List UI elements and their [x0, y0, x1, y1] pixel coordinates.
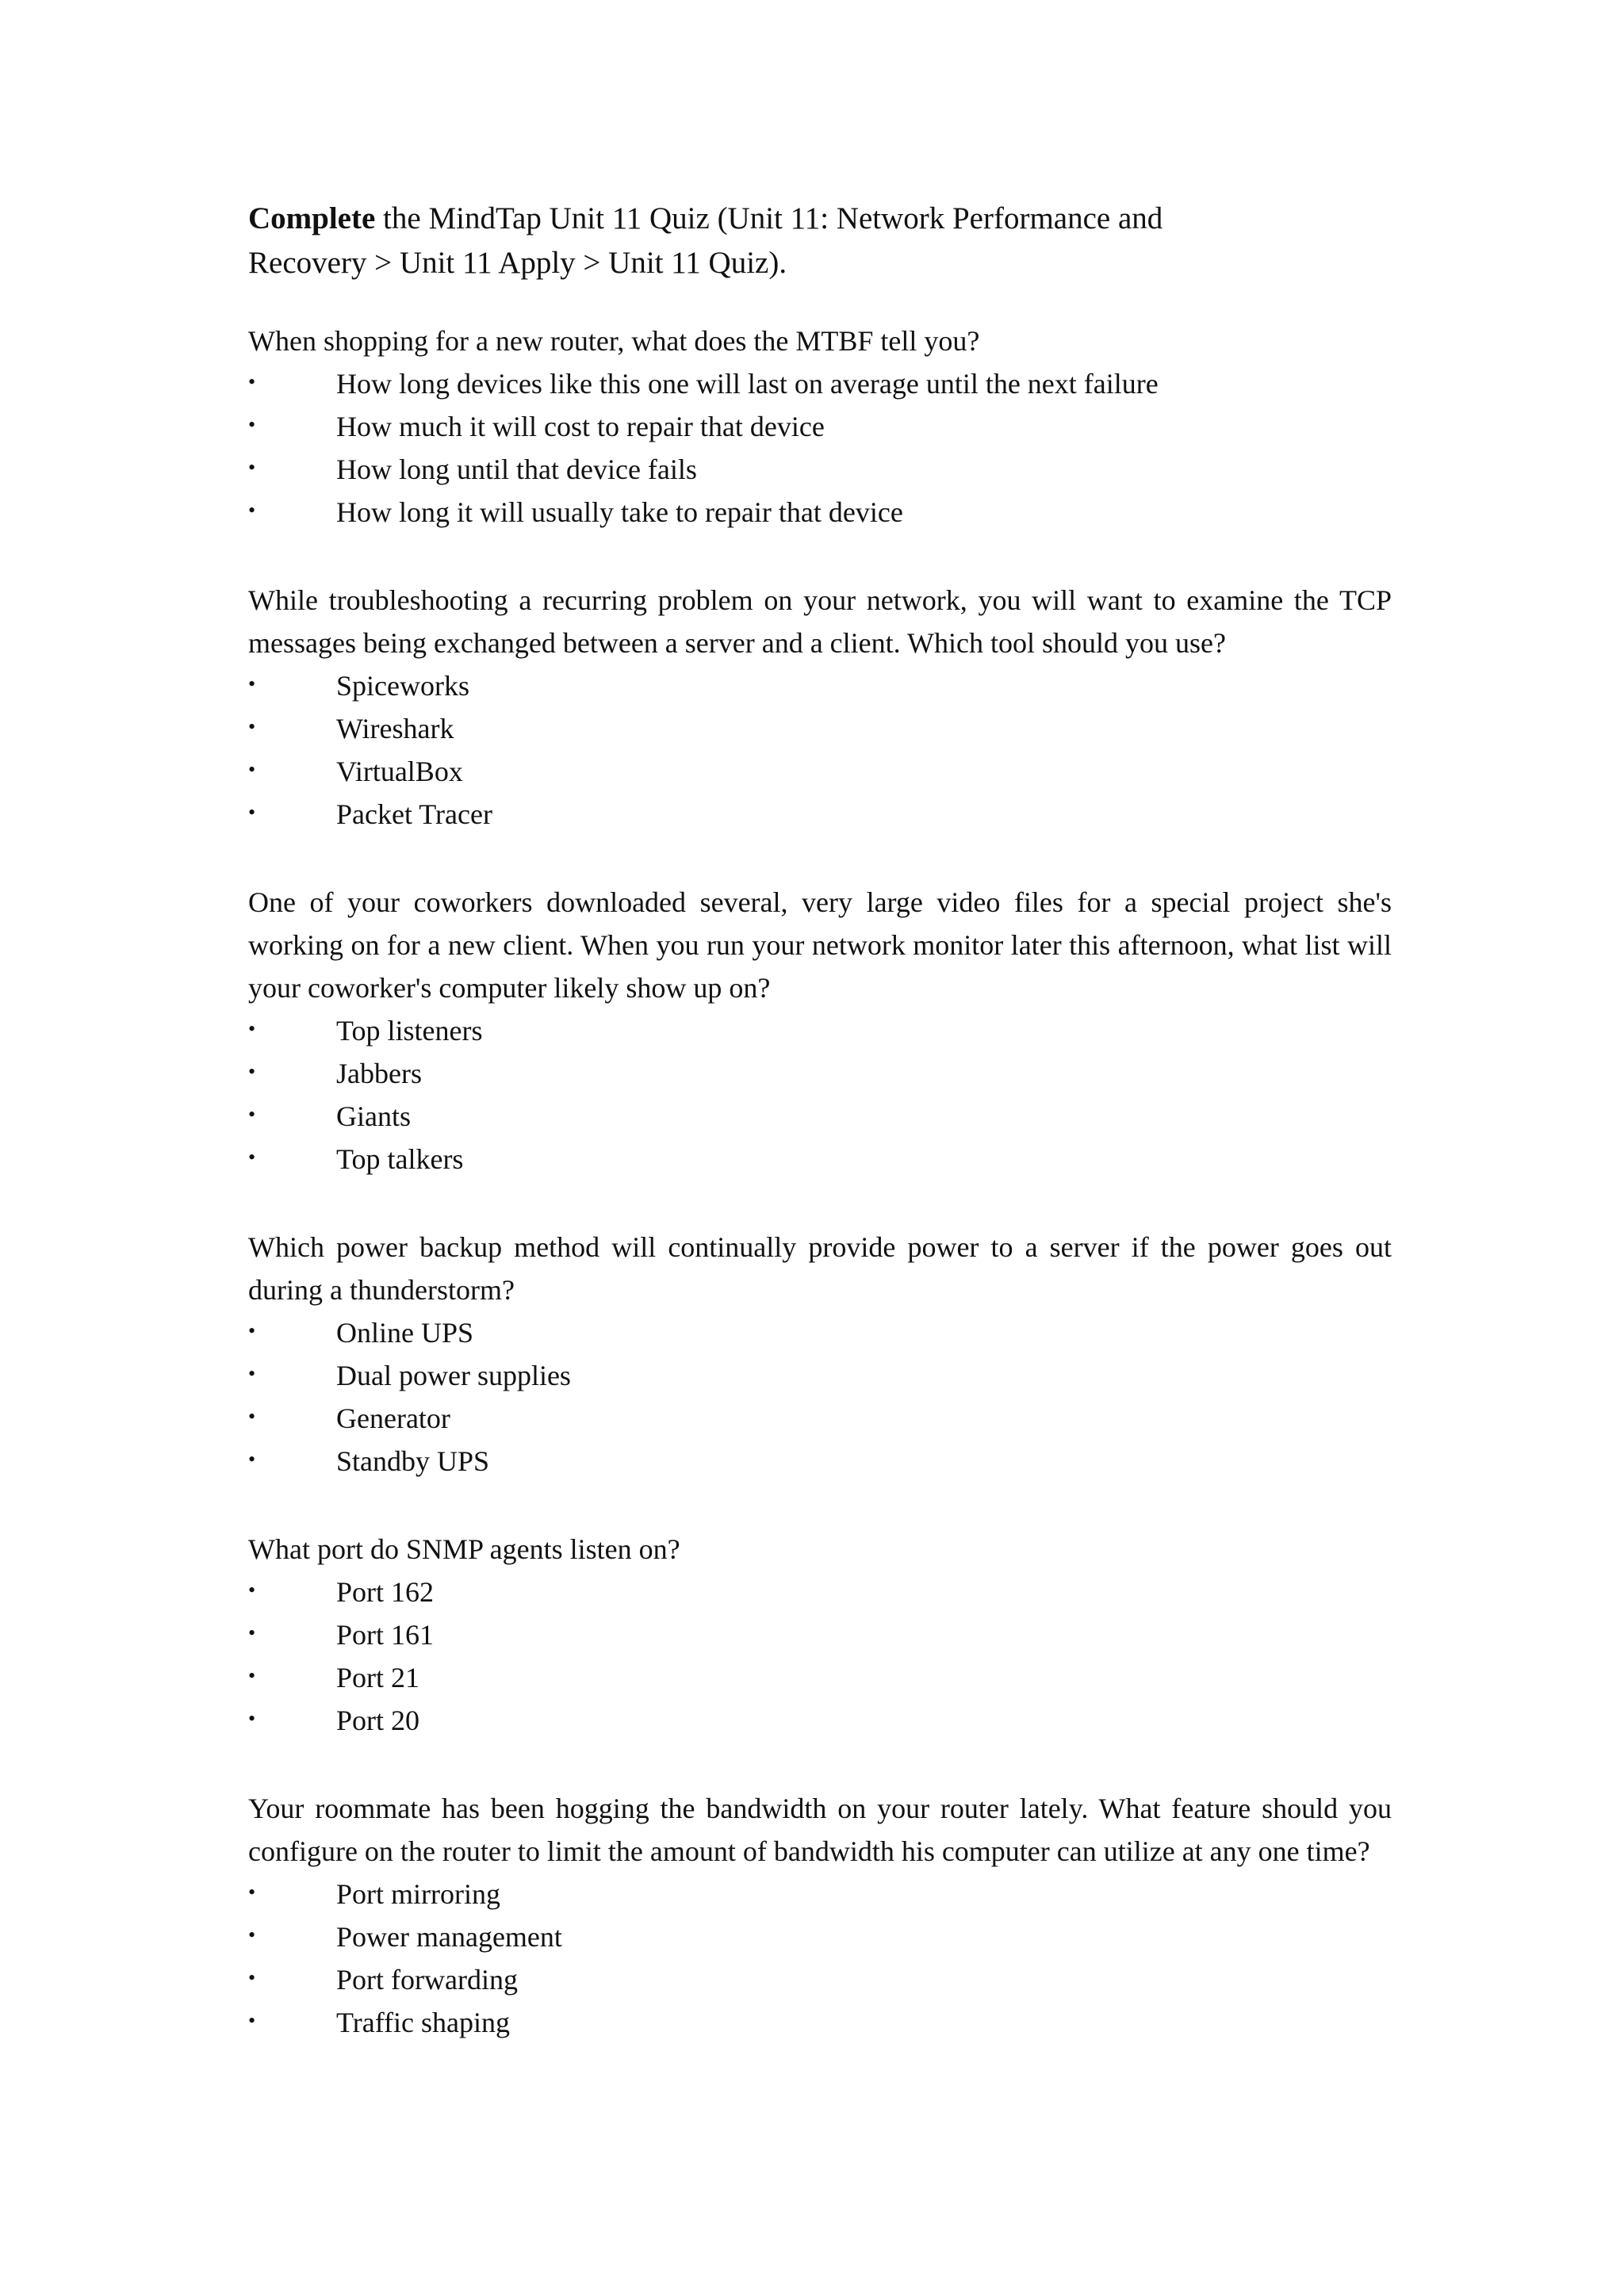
answer-option: [248, 1138, 1392, 1181]
bullet-icon: •: [248, 1103, 256, 1126]
answer-options: [248, 664, 1392, 836]
answer-option-label: Port 20: [336, 1705, 420, 1736]
bullet-icon: •: [248, 1017, 256, 1040]
question-text: Your roommate has been hogging the bandwidth on your router lately. What feature should you configure on the router to limit the amount of bandwidth his computer can utilize at any one time?: [248, 1793, 1392, 1867]
question-text: What port do SNMP agents listen on?: [248, 1533, 680, 1565]
answer-option: [248, 1440, 1392, 1483]
answer-options: [248, 1009, 1392, 1181]
answer-option-label: Port 162: [336, 1576, 435, 1608]
answer-option: [248, 448, 1392, 491]
answer-option: [248, 1052, 1392, 1095]
question-4: [248, 1226, 1392, 1483]
bullet-icon: •: [248, 1405, 256, 1428]
answer-option-label: How long it will usually take to repair that device: [336, 496, 903, 528]
answer-option: [248, 1873, 1392, 1915]
answer-options: [248, 362, 1392, 534]
answer-option-label: Port mirroring: [336, 1878, 500, 1910]
question-text: Which power backup method will continually provide power to a server if the power goes out during a thunderstorm?: [248, 1231, 1392, 1306]
answer-options: [248, 1571, 1392, 1742]
bullet-icon: •: [248, 1621, 256, 1644]
heading-bold-word: Complete: [248, 201, 376, 235]
answer-option-label: How long devices like this one will last on average until the next failure: [336, 368, 1159, 400]
answer-option-label: Traffic shaping: [336, 2007, 510, 2038]
bullet-icon: •: [248, 1578, 256, 1601]
answer-option-label: Port 161: [336, 1619, 435, 1651]
answer-option-label: VirtualBox: [336, 756, 463, 787]
answer-option-label: Standby UPS: [336, 1445, 490, 1477]
bullet-icon: •: [248, 715, 256, 738]
answer-option-label: Online UPS: [336, 1317, 474, 1349]
answer-option: [248, 405, 1392, 448]
bullet-icon: •: [248, 1923, 256, 1946]
document-page: [248, 197, 1392, 2089]
answer-option-label: Top talkers: [336, 1143, 464, 1175]
question-text: When shopping for a new router, what does the MTBF tell you?: [248, 325, 980, 357]
bullet-icon: •: [248, 1881, 256, 1904]
answer-option: [248, 1311, 1392, 1354]
document-heading: [248, 197, 1231, 285]
answer-option-label: Generator: [336, 1402, 450, 1434]
question-5: [248, 1528, 1392, 1742]
answer-option: [248, 362, 1392, 405]
answer-option: [248, 1613, 1392, 1656]
answer-option-label: Packet Tracer: [336, 798, 492, 830]
answer-option: [248, 750, 1392, 793]
answer-option: [248, 793, 1392, 836]
bullet-icon: •: [248, 370, 256, 393]
bullet-icon: •: [248, 1060, 256, 1083]
answer-options: [248, 1873, 1392, 2044]
answer-option-label: How long until that device fails: [336, 453, 697, 485]
answer-option-label: Spiceworks: [336, 670, 469, 702]
heading-text: the MindTap Unit 11 Quiz (Unit 11: Network Performance and Recovery > Unit 11 Apply > Unit 11 Quiz).: [248, 201, 1163, 280]
answer-option: [248, 1009, 1392, 1052]
bullet-icon: •: [248, 413, 256, 436]
bullet-icon: •: [248, 1966, 256, 1989]
bullet-icon: •: [248, 1664, 256, 1687]
bullet-icon: •: [248, 456, 256, 479]
answer-option-label: Wireshark: [336, 713, 454, 744]
question-3: [248, 881, 1392, 1181]
answer-option: [248, 1656, 1392, 1699]
bullet-icon: •: [248, 672, 256, 695]
bullet-icon: •: [248, 2009, 256, 2032]
answer-option: [248, 1397, 1392, 1440]
bullet-icon: •: [248, 499, 256, 522]
question-text: One of your coworkers downloaded several, very large video files for a special project she's working on for a new client. When you run your network monitor later this afternoon, what list will your coworker's computer likely show up on?: [248, 886, 1392, 1004]
bullet-icon: •: [248, 1707, 256, 1730]
answer-option-label: Giants: [336, 1100, 411, 1132]
answer-option: [248, 1354, 1392, 1397]
answer-option: [248, 491, 1392, 534]
answer-option: [248, 2001, 1392, 2044]
answer-option: [248, 707, 1392, 750]
answer-option-label: Top listeners: [336, 1015, 483, 1047]
bullet-icon: •: [248, 1448, 256, 1471]
answer-option-label: Port forwarding: [336, 1964, 518, 1996]
answer-option: [248, 1915, 1392, 1958]
answer-option: [248, 664, 1392, 707]
question-text: While troubleshooting a recurring problem on your network, you will want to examine the TCP messages being exchanged between a server and a client. Which tool should you use?: [248, 584, 1392, 659]
question-6: [248, 1787, 1392, 2044]
answer-option: [248, 1699, 1392, 1742]
answer-option-label: Port 21: [336, 1662, 420, 1693]
answer-option: [248, 1958, 1392, 2001]
bullet-icon: •: [248, 1146, 256, 1169]
bullet-icon: •: [248, 758, 256, 781]
answer-option: [248, 1095, 1392, 1138]
answer-option-label: Jabbers: [336, 1058, 422, 1089]
bullet-icon: •: [248, 1319, 256, 1342]
bullet-icon: •: [248, 1362, 256, 1385]
answer-option-label: How much it will cost to repair that device: [336, 411, 825, 442]
answer-option: [248, 1571, 1392, 1613]
bullet-icon: •: [248, 801, 256, 824]
answer-option-label: Power management: [336, 1921, 562, 1953]
question-1: [248, 320, 1392, 534]
answer-option-label: Dual power supplies: [336, 1360, 571, 1391]
question-2: [248, 579, 1392, 836]
answer-options: [248, 1311, 1392, 1483]
